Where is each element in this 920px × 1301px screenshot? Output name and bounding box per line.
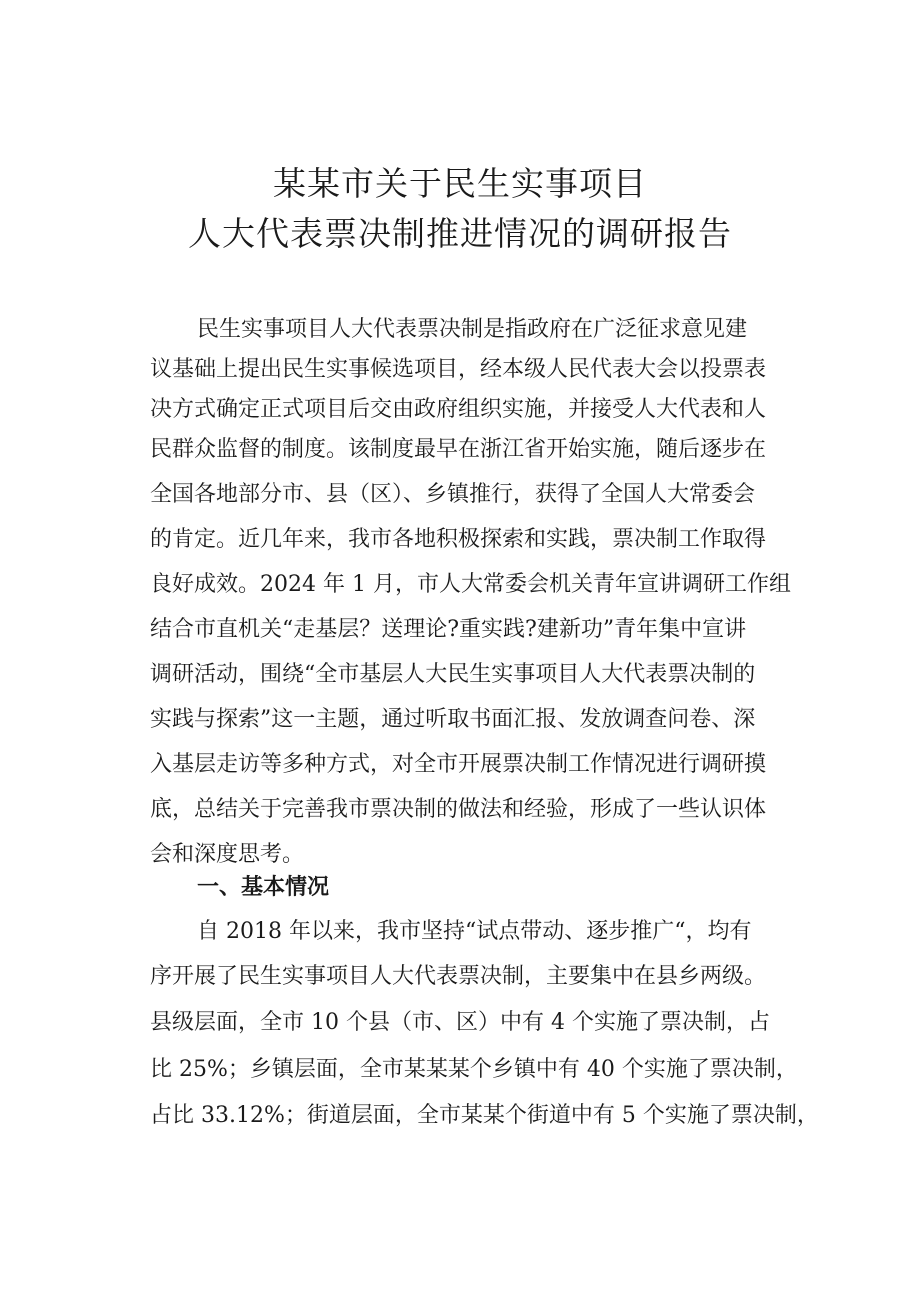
paragraph-line: 民群众监督的制度。该制度最早在浙江省开始实施，随后逐步在	[150, 437, 767, 462]
paragraph-line: 比 25%；乡镇层面，全市某某某个乡镇中有 40 个实施了票决制，	[150, 1057, 798, 1082]
paragraph-line: 实践与探索”这一主题，通过听取书面汇报、发放调查问卷、深	[150, 707, 756, 732]
paragraph-line: 序开展了民生实事项目人大代表票决制，主要集中在县乡两级。	[150, 964, 767, 989]
paragraph-line: 民生实事项目人大代表票决制是指政府在广泛征求意见建	[197, 317, 748, 342]
paragraph-line: 自 2018 年以来，我市坚持“试点带动、逐步推广“，均有	[197, 919, 752, 944]
paragraph-line: 良好成效。2024 年 1 月，市人大常委会机关青年宣讲调研工作组	[150, 572, 791, 597]
document-title-line-1: 某某市关于民生实事项目	[273, 164, 647, 203]
document-title-line-2: 人大代表票决制推进情况的调研报告	[188, 214, 732, 253]
paragraph-line: 占比 33.12%；街道层面，全市某某个街道中有 5 个实施了票决制，	[150, 1103, 819, 1128]
paragraph-line: 全国各地部分市、县（区）、乡镇推行，获得了全国人大常委会	[150, 482, 756, 507]
paragraph-line: 调研活动，围绕“全市基层人大民生实事项目人大代表票决制的	[150, 662, 756, 687]
paragraph-line: 结合市直机关“走基层？送理论?重实践?建新功”青年集中宣讲	[150, 617, 747, 642]
paragraph-line: 议基础上提出民生实事候选项目，经本级人民代表大会以投票表	[150, 357, 767, 382]
paragraph-line: 县级层面，全市 10 个县（市、区）中有 4 个实施了票决制，占	[150, 1010, 770, 1035]
section-heading: 一、基本情况	[197, 875, 330, 900]
paragraph-line: 入基层走访等多种方式，对全市开展票决制工作情况进行调研摸	[150, 752, 767, 777]
paragraph-line: 会和深度思考。	[150, 842, 305, 867]
paragraph-line: 底，总结关于完善我市票决制的做法和经验，形成了一些认识体	[150, 797, 767, 822]
paragraph-line: 决方式确定正式项目后交由政府组织实施，并接受人大代表和人	[150, 397, 767, 422]
paragraph-line: 的肯定。近几年来，我市各地积极探索和实践，票决制工作取得	[150, 527, 767, 552]
